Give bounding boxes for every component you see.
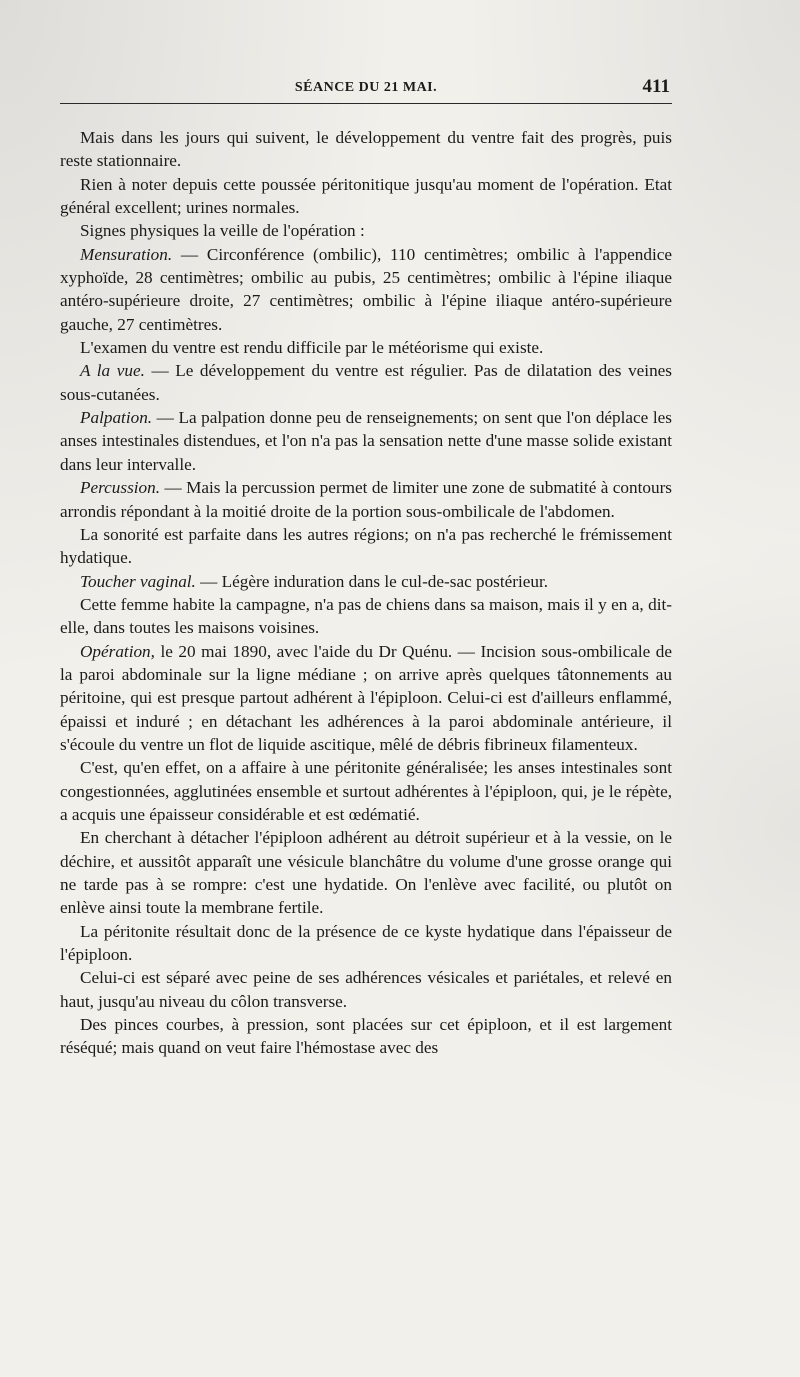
paragraph: Des pinces courbes, à pression, sont placées sur cet épiploon, et il est largement réséqué; mais quand on veut faire l'hémostase avec des <box>60 1015 672 1058</box>
paragraph: Mensuration. — Circonférence (ombilic), 110 centimètres; ombilic à l'appendice xyphoïde, 28 centimètres; ombilic au pubis, 25 centimètres; ombilic à l'épine iliaque antéro-supérieure droite, 27 centimètres; ombilic à l'épine iliaque antéro-supérieure gauche, 27 centimètres. <box>60 244 672 334</box>
paragraph-lead: Percussion. <box>80 478 161 498</box>
paragraph: Celui-ci est séparé avec peine de ses adhérences vésicales et pariétales, et relevé en haut, jusqu'au niveau du côlon transverse. <box>60 968 672 1011</box>
page-header <box>60 76 672 100</box>
paragraph: Percussion. — Mais la percussion permet de limiter une zone de submatité à contours arrondis répondant à la moitié droite de la portion sous-ombilicale de l'abdomen. <box>60 478 672 521</box>
paragraph: La péritonite résultait donc de la présence de ce kyste hydatique dans l'épaisseur de l'épiploon. <box>60 921 672 965</box>
body-text <box>60 126 672 1060</box>
paragraph: C'est, qu'en effet, on a affaire à une péritonite généralisée; les anses intestinales sont congestionnées, agglutinées ensemble et surtout adhérentes à l'épiploon, qui, je le répète, a acquis une épaisseur considérable et est œdématié. <box>60 758 672 824</box>
paragraph: La sonorité est parfaite dans les autres régions; on n'a pas recherché le frémissement hydatique. <box>60 524 672 568</box>
paragraph: Opération, le 20 mai 1890, avec l'aide du Dr Quénu. — Incision sous-ombilicale de la paroi abdominale sur la ligne médiane ; on arrive après quelques tâtonnements au péritoine, qui est presque partout adhérent à l'épiploon. Celui-ci est d'ailleurs enflammé, épaissi et induré ; en détachant les adhérences à la paroi abdominale antérieure, il s'écoule du ventre un flot de liquide ascitique, mêlé de débris fibrineux filamenteux. <box>60 641 672 754</box>
paragraph: Toucher vaginal. — Légère induration dans le cul-de-sac postérieur. <box>80 571 549 591</box>
paragraph: Signes physiques la veille de l'opération : <box>80 221 365 241</box>
paragraph-lead: Opération, <box>80 641 155 661</box>
page-number: 411 <box>642 76 670 97</box>
header-rule <box>60 103 672 104</box>
paragraph-lead: Mensuration. <box>80 244 173 264</box>
paragraph: En cherchant à détacher l'épiploon adhérent au détroit supérieur et à la vessie, on le déchire, et aussitôt apparaît une vésicule blanchâtre du volume d'une grosse orange qui ne tarde pas à se rompre: c'est une hydatide. On l'enlève avec facilité, ou plutôt on enlève ainsi toute la membrane fertile. <box>60 828 672 918</box>
running-head: SÉANCE DU 21 MAI. <box>294 80 438 95</box>
paragraph-lead: Toucher vaginal. <box>80 571 196 591</box>
paragraph: Rien à noter depuis cette poussée péritonitique jusqu'au moment de l'opération. Etat général excellent; urines normales. <box>60 174 672 218</box>
paragraph: Cette femme habite la campagne, n'a pas de chiens dans sa maison, mais il y en a, dit-elle, dans toutes les maisons voisines. <box>60 594 672 638</box>
paragraph-lead: Palpation. <box>80 408 153 428</box>
paragraph-lead: A la vue. <box>80 361 145 381</box>
paragraph: Mais dans les jours qui suivent, le développement du ventre fait des progrès, puis reste stationnaire. <box>60 128 672 171</box>
paragraph: L'examen du ventre est rendu difficile par le météorisme qui existe. <box>80 338 544 358</box>
paragraph: A la vue. — Le développement du ventre est régulier. Pas de dilatation des veines sous-cutanées. <box>60 361 672 404</box>
paragraph: Palpation. — La palpation donne peu de renseignements; on sent que l'on déplace les anses intestinales distendues, et l'on n'a pas la sensation nette d'une masse solide existant dans leur intervalle. <box>60 408 672 474</box>
